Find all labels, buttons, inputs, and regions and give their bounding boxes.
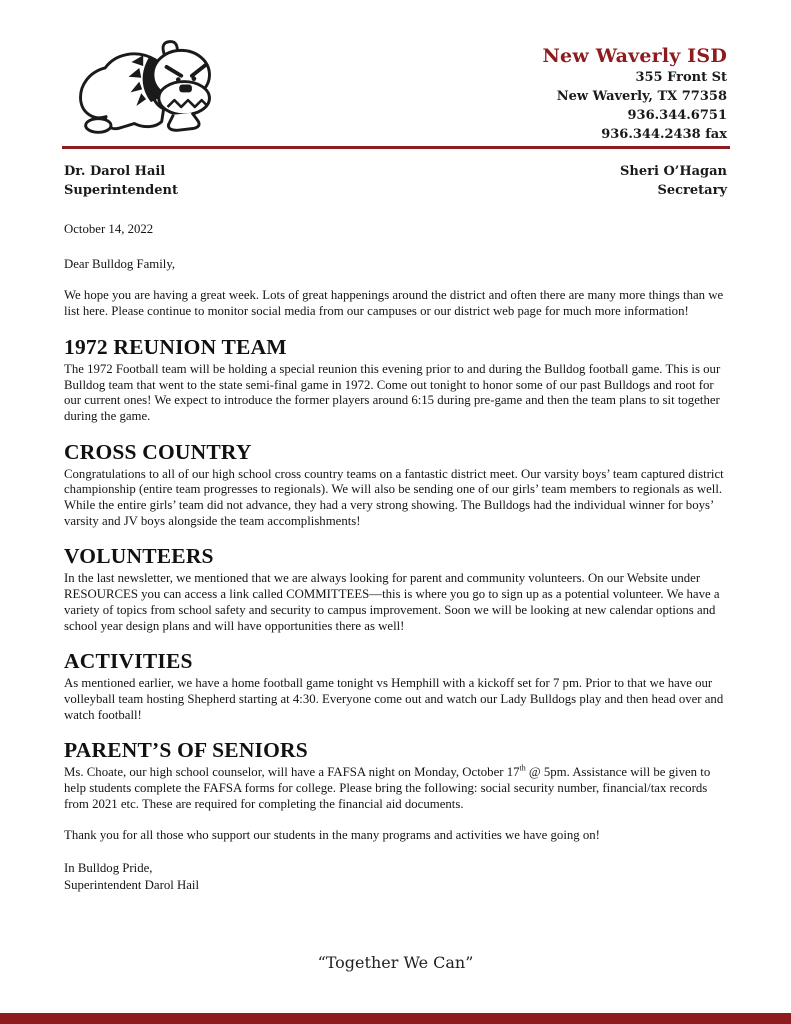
- officer-left: [64, 162, 178, 200]
- letterhead-divider-rule: [62, 146, 730, 149]
- section-heading-activities: ACTIVITIES: [64, 649, 193, 674]
- date-line: October 14, 2022: [64, 222, 154, 236]
- intro-paragraph: We hope you are having a great week. Lots of great happenings around the district and often there are many more things than we list here. Please continue to monitor social media from our campuses or our district web page for much more information!: [64, 288, 724, 319]
- section-paragraph-volunteers: In the last newsletter, we mentioned that we are always looking for parent and community volunteers. On our Website under RESOURCES you can access a link called COMMITTEES—this is where you go to sign up as a potential volunteer. We have a variety of topics from school safety and security to campus improvement. Soon we will be looking at new calendar options and school year design plans and will have opportunities there as well!: [64, 571, 720, 633]
- section-heading-cross-country: CROSS COUNTRY: [64, 439, 252, 464]
- officers-row: [0, 150, 791, 200]
- section-heading-parents-of-seniors: PARENT’S OF SENIORS: [64, 738, 308, 763]
- org-address-line2: New Waverly, TX 77358: [556, 89, 727, 104]
- closing-line-2: Superintendent Darol Hail: [64, 877, 200, 892]
- officer-left-title: Superintendent: [64, 183, 178, 198]
- bulldog-logo: [72, 28, 228, 142]
- section-paragraph-parents-of-seniors: [64, 765, 731, 812]
- section-paragraph-reunion: The 1972 Football team will be holding a special reunion this evening prior to and during the Bulldog football game. This is our Bulldog team that went to the state semi-final game in 1972. Come out tonight to honor some of our past Bulldogs and root for our current ones! We expect to introduce the former players around 6:15 during pre-game and then the team plans to sit together during the game.: [64, 361, 721, 423]
- org-name: New Waverly ISD: [542, 45, 727, 67]
- officer-right-title: Secretary: [657, 183, 727, 198]
- closing-line-1: In Bulldog Pride,: [64, 861, 153, 876]
- bulldog-mascot-icon: [72, 28, 228, 142]
- section-heading-reunion: 1972 REUNION TEAM: [64, 334, 287, 359]
- officer-left-name: Dr. Darol Hail: [64, 164, 166, 179]
- letter-body: [0, 222, 791, 893]
- officer-right: [620, 162, 727, 200]
- section-paragraph-activities: As mentioned earlier, we have a home football game tonight vs Hemphill with a kickoff set for 7 pm. Prior to that we have our volleyball team hosting Shepherd starting at 4:30. Everyone come out and watch our Lady Bulldogs play and then head over and watch football!: [64, 676, 724, 722]
- salutation: Dear Bulldog Family,: [64, 256, 176, 271]
- section-heading-volunteers: VOLUNTEERS: [64, 544, 214, 569]
- org-phone: 936.344.6751: [627, 108, 727, 123]
- footer-bar: [0, 1013, 791, 1024]
- org-address-block: [542, 44, 727, 144]
- ordinal-superscript: th: [519, 764, 526, 774]
- org-fax: 936.344.2438 fax: [601, 127, 727, 142]
- org-address-line1: 355 Front St: [635, 70, 727, 85]
- district-motto: “Together We Can”: [317, 953, 474, 972]
- closing-block: [64, 860, 731, 893]
- letterhead: [0, 0, 791, 150]
- parents-text-after-superscript: @ 5pm. Assistance will be given to help students complete the FAFSA forms for college. Please bring the following: social security number, financial/tax records from 2021 etc. These are required for completing the financial aid documents.: [64, 765, 711, 811]
- section-paragraph-cross-country: Congratulations to all of our high school cross country teams on a fantastic district meet. Our varsity boys’ team captured district championship (entire team progresses to regionals). We will also be sending one of our girls’ team members to regionals as well. While the entire girls’ team did not advance, they had a very strong showing. The Bulldogs had the individual winner for boys’ varsity and JV boys alongside the team accomplishments!: [64, 466, 724, 528]
- parents-text-before-superscript: Ms. Choate, our high school counselor, will have a FAFSA night on Monday, October 17: [64, 765, 520, 780]
- thanks-paragraph: Thank you for all those who support our students in the many programs and activities we have going on!: [64, 828, 600, 843]
- officer-right-name: Sheri O’Hagan: [620, 164, 727, 179]
